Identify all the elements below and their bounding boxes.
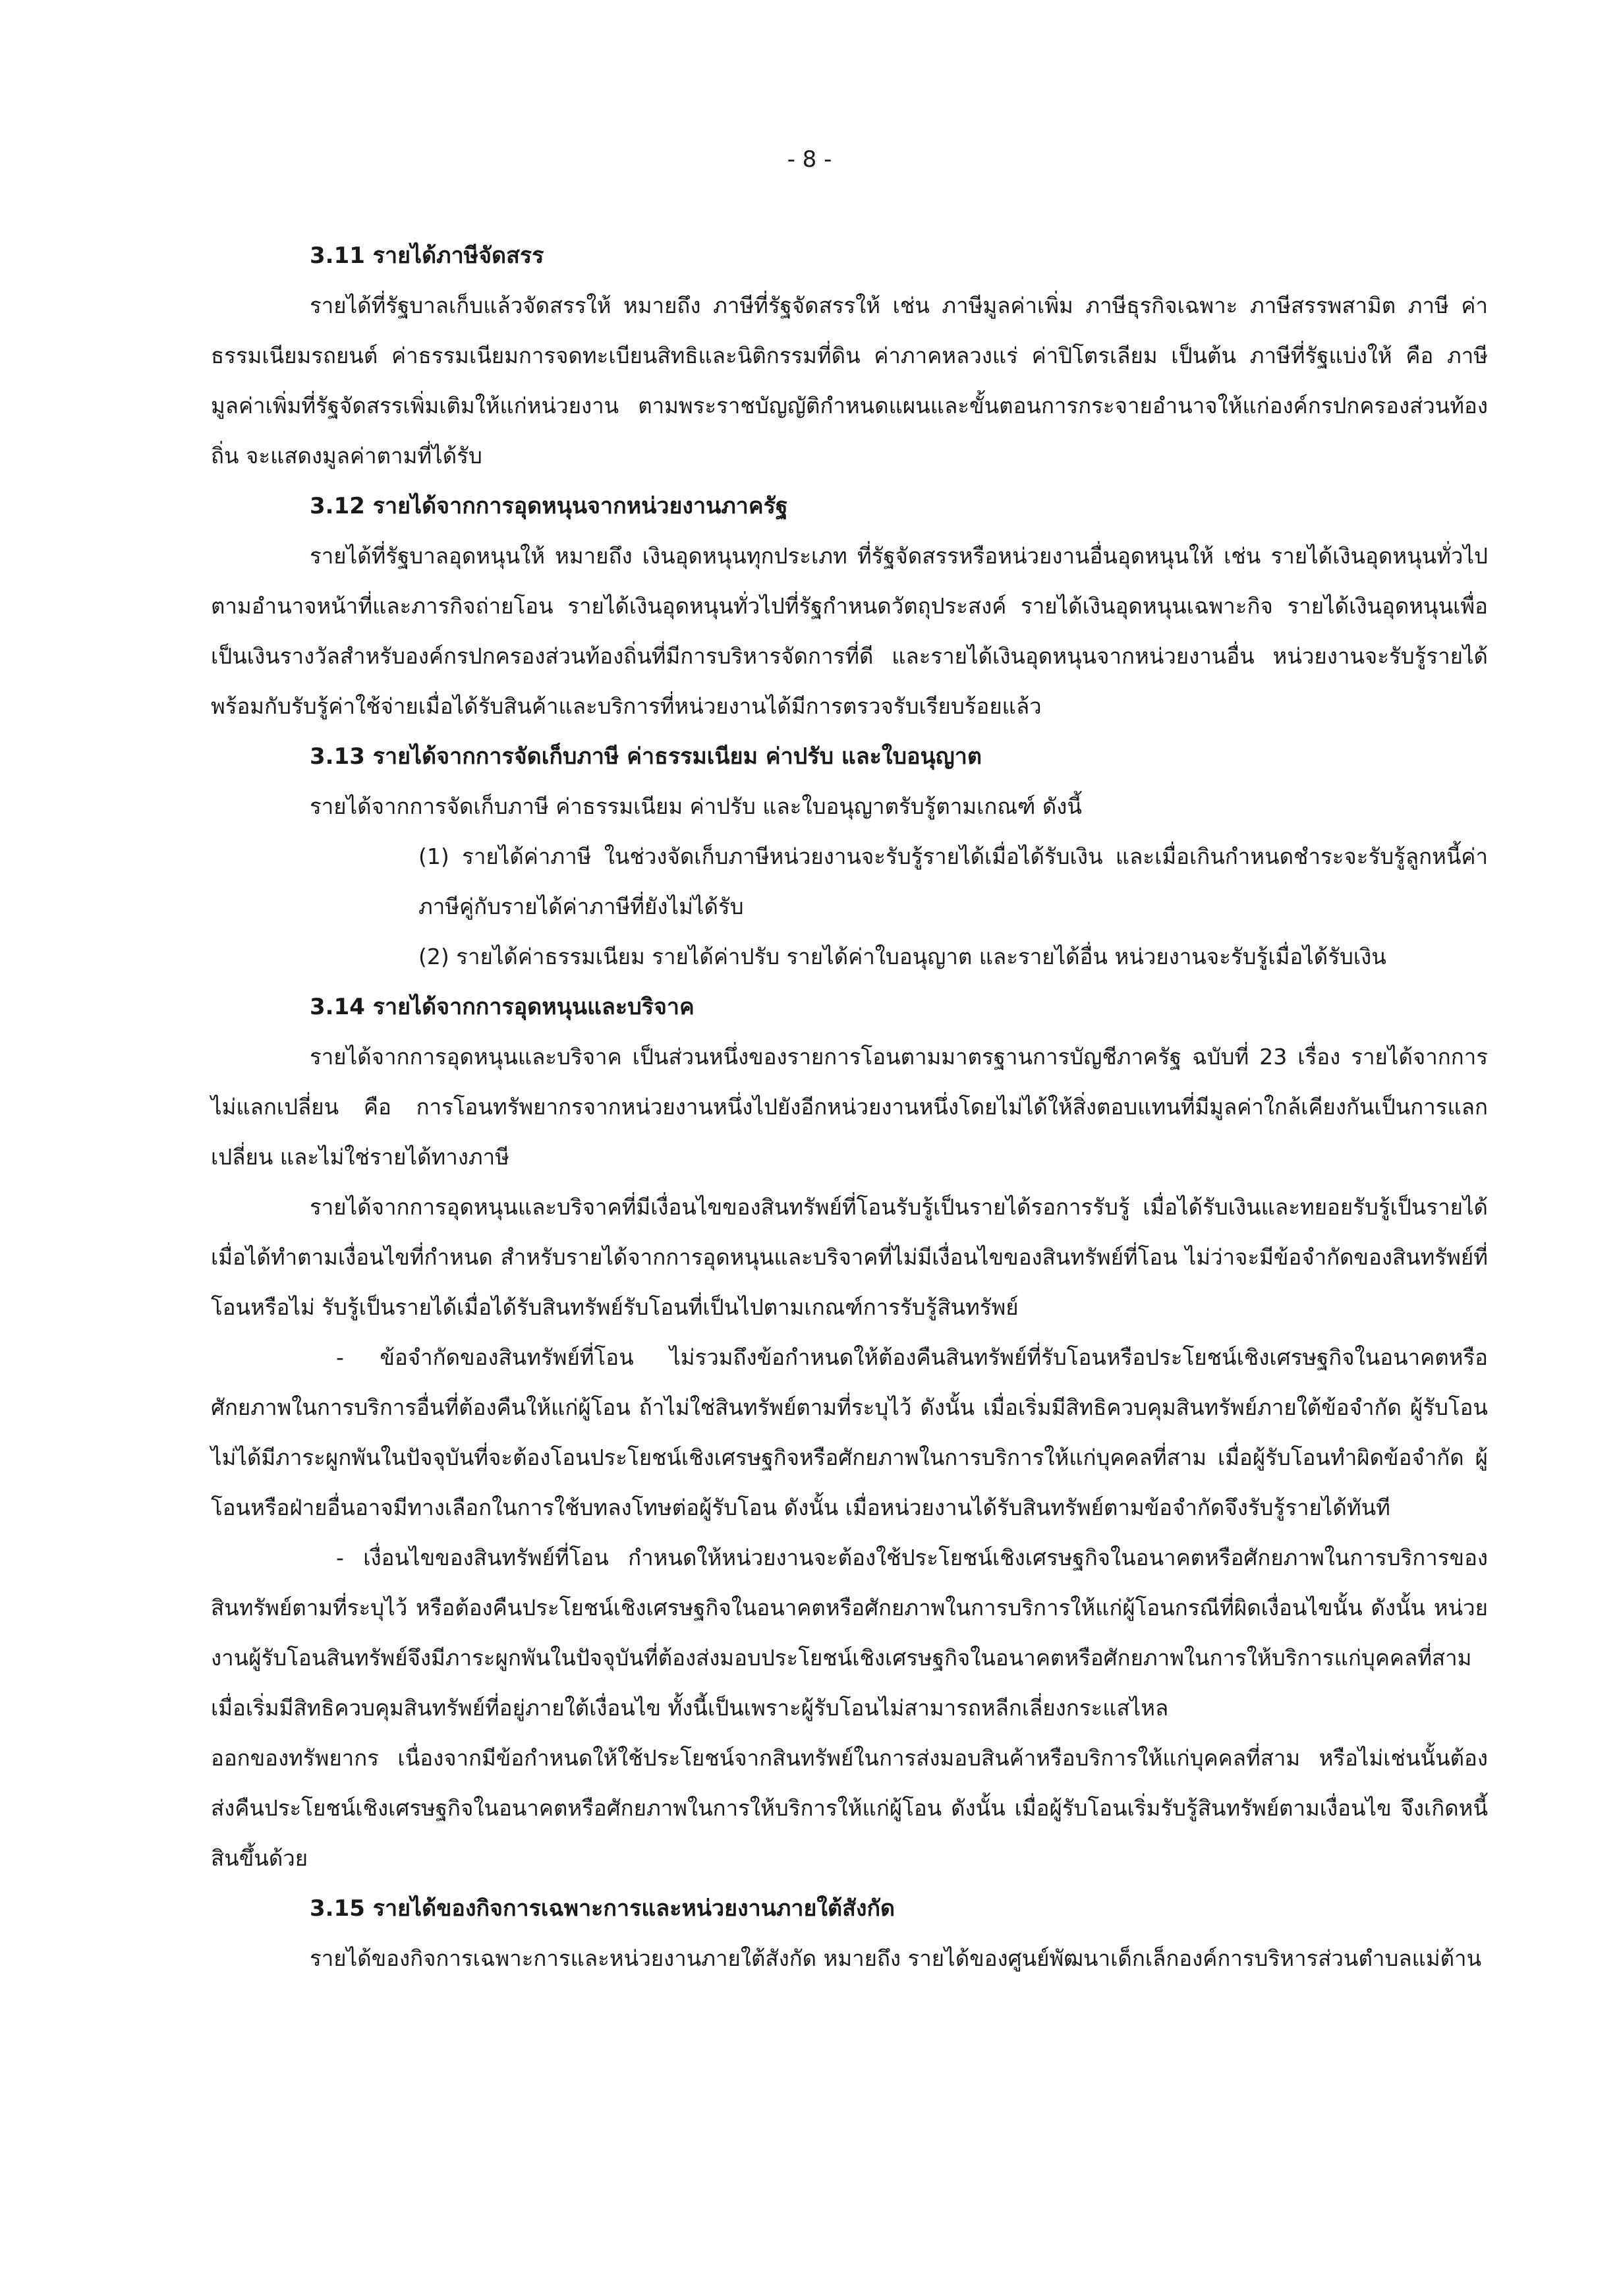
page-number: - 8 -	[787, 146, 832, 173]
bullet-paragraph: - ข้อจำกัดของสินทรัพย์ที่โอน ไม่รวมถึงข้อกำหนดให้ต้องคืนสินทรัพย์ที่รับโอนหรือประโยชน์เชิงเศรษฐกิจในอนาคตหรือศักยภาพในการบริการอื่นที่ต้องคืนให้แก่ผู้โอน ถ้าไม่ใช่สินทรัพย์ตามที่ระบุไว้ ดังนั้น เมื่อเริ่มมีสิทธิควบคุมสินทรัพย์ภายใต้ข้อจำกัด ผู้รับโอนไม่ได้มีภาระผูกพันในปัจจุบันที่จะต้องโอนประโยชน์เชิงเศรษฐกิจหรือศักยภาพในการบริการให้แก่บุคคลที่สาม เมื่อผู้รับโอนทำผิดข้อจำกัด ผู้โอนหรือฝ่ายอื่นอาจมีทางเลือกในการใช้บทลงโทษต่อผู้รับโอน ดังนั้น เมื่อหน่วยงานได้รับสินทรัพย์ตามข้อจำกัดจึงรับรู้รายได้ทันที	[211, 1344, 1488, 1520]
paragraph: รายได้จากการอุดหนุนและบริจาคที่มีเงื่อนไขของสินทรัพย์ที่โอนรับรู้เป็นรายได้รอการรับรู้ เมื่อได้รับเงินและทยอยรับรู้เป็นรายได้เมื่อได้ทำตามเงื่อนไขที่กำหนด สำหรับรายได้จากการอุดหนุนและบริจาคที่ไม่มีเงื่อนไขของสินทรัพย์ที่โอน ไม่ว่าจะมีข้อจำกัดของสินทรัพย์ที่โอนหรือไม่ รับรู้เป็นรายได้เมื่อได้รับสินทรัพย์รับโอนที่เป็นไปตามเกณฑ์การรับรู้สินทรัพย์	[211, 1194, 1488, 1320]
paragraph-continuation: ออกของทรัพยากร เนื่องจากมีข้อกำหนดให้ใช้ประโยชน์จากสินทรัพย์ในการส่งมอบสินค้าหรือบริการให้แก่บุคคลที่สาม หรือไม่เช่นนั้นต้องส่งคืนประโยชน์เชิงเศรษฐกิจในอนาคตหรือศักยภาพในการให้บริการให้แก่ผู้โอน ดังนั้น เมื่อผู้รับโอนเริ่มรับรู้สินทรัพย์ตามเงื่อนไข จึงเกิดหนี้สินขึ้นด้วย	[211, 1745, 1488, 1871]
section-heading-3-11: 3.11 รายได้ภาษีจัดสรร	[310, 243, 544, 269]
section-heading-3-15: 3.15 รายได้ของกิจการเฉพาะการและหน่วยงานภายใต้สังกัด	[310, 1895, 895, 1922]
document-body	[211, 231, 1488, 1984]
list-item: (2) รายได้ค่าธรรมเนียม รายได้ค่าปรับ รายได้ค่าใบอนุญาต และรายได้อื่น หน่วยงานจะรับรู้เมื่อได้รับเงิน	[418, 944, 1386, 969]
paragraph: รายได้ของกิจการเฉพาะการและหน่วยงานภายใต้สังกัด หมายถึง รายได้ของศูนย์พัฒนาเด็กเล็กองค์การบริหารส่วนตำบลแม่ต้าน	[310, 1945, 1482, 1971]
section-heading-3-12: 3.12 รายได้จากการอุดหนุนจากหน่วยงานภาครัฐ	[310, 493, 788, 519]
paragraph: รายได้ที่รัฐบาลอุดหนุนให้ หมายถึง เงินอุดหนุนทุกประเภท ที่รัฐจัดสรรหรือหน่วยงานอื่นอุดหนุนให้ เช่น รายได้เงินอุดหนุนทั่วไปตามอำนาจหน้าที่และภารกิจถ่ายโอน รายได้เงินอุดหนุนทั่วไปที่รัฐกำหนดวัตถุประสงค์ รายได้เงินอุดหนุนเฉพาะกิจ รายได้เงินอุดหนุนเพื่อเป็นเงินรางวัลสำหรับองค์กรปกครองส่วนท้องถิ่นที่มีการบริหารจัดการที่ดี และรายได้เงินอุดหนุนจากหน่วยงานอื่น หน่วยงานจะรับรู้รายได้พร้อมกับรับรู้ค่าใช้จ่ายเมื่อได้รับสินค้าและบริการที่หน่วยงานได้มีการตรวจรับเรียบร้อยแล้ว	[211, 543, 1488, 719]
paragraph: รายได้ที่รัฐบาลเก็บแล้วจัดสรรให้ หมายถึง ภาษีที่รัฐจัดสรรให้ เช่น ภาษีมูลค่าเพิ่ม ภาษีธุรกิจเฉพาะ ภาษีสรรพสามิต ภาษี ค่าธรรมเนียมรถยนต์ ค่าธรรมเนียมการจดทะเบียนสิทธิและนิติกรรมที่ดิน ค่าภาคหลวงแร่ ค่าปิโตรเลียม เป็นต้น ภาษีที่รัฐแบ่งให้ คือ ภาษีมูลค่าเพิ่มที่รัฐจัดสรรเพิ่มเติมให้แก่หน่วยงาน ตามพระราชบัญญัติกำหนดแผนและขั้นตอนการกระจายอำนาจให้แก่องค์กรปกครองส่วนท้องถิ่น จะแสดงมูลค่าตามที่ได้รับ	[211, 293, 1488, 469]
bullet-paragraph: - เงื่อนไขของสินทรัพย์ที่โอน กำหนดให้หน่วยงานจะต้องใช้ประโยชน์เชิงเศรษฐกิจในอนาคตหรือศักยภาพในการบริการของสินทรัพย์ตามที่ระบุไว้ หรือต้องคืนประโยชน์เชิงเศรษฐกิจในอนาคตหรือศักยภาพในการบริการให้แก่ผู้โอนกรณีที่ผิดเงื่อนไขนั้น ดังนั้น หน่วยงานผู้รับโอนสินทรัพย์จึงมีภาระผูกพันในปัจจุบันที่ต้องส่งมอบประโยชน์เชิงเศรษฐกิจในอนาคตหรือศักยภาพในการให้บริการแก่บุคคลที่สามเมื่อเริ่มมีสิทธิควบคุมสินทรัพย์ที่อยู่ภายใต้เงื่อนไข ทั้งนี้เป็นเพราะผู้รับโอนไม่สามารถหลีกเลี่ยงกระแสไหล	[211, 1545, 1488, 1721]
section-heading-3-14: 3.14 รายได้จากการอุดหนุนและบริจาค	[310, 994, 695, 1020]
section-heading-3-13: 3.13 รายได้จากการจัดเก็บภาษี ค่าธรรมเนียม ค่าปรับ และใบอนุญาต	[310, 743, 982, 770]
paragraph: รายได้จากการจัดเก็บภาษี ค่าธรรมเนียม ค่าปรับ และใบอนุญาตรับรู้ตามเกณฑ์ ดังนี้	[310, 793, 1082, 819]
list-item: (1) รายได้ค่าภาษี ในช่วงจัดเก็บภาษีหน่วยงานจะรับรู้รายได้เมื่อได้รับเงิน และเมื่อเกินกำหนดชำระจะรับรู้ลูกหนี้ค่าภาษีคู่กับรายได้ค่าภาษีที่ยังไม่ได้รับ	[418, 844, 1488, 919]
paragraph: รายได้จากการอุดหนุนและบริจาค เป็นส่วนหนึ่งของรายการโอนตามมาตรฐานการบัญชีภาครัฐ ฉบับที่ 23 เรื่อง รายได้จากการไม่แลกเปลี่ยน คือ การโอนทรัพยากรจากหน่วยงานหนึ่งไปยังอีกหน่วยงานหนึ่งโดยไม่ได้ให้สิ่งตอบแทนที่มีมูลค่าใกล้เคียงกันเป็นการแลกเปลี่ยน และไม่ใช่รายได้ทางภาษี	[211, 1044, 1488, 1170]
